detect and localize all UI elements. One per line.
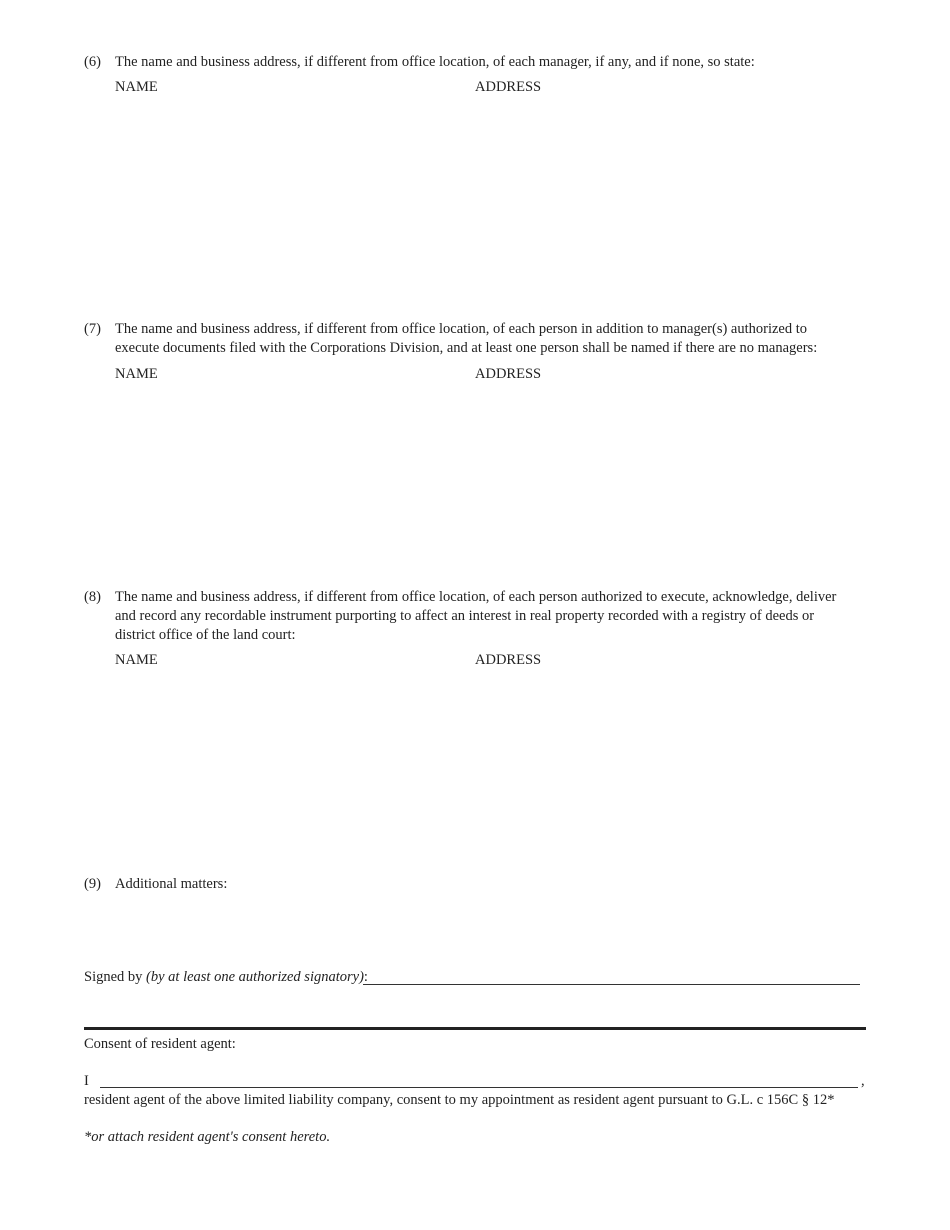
section-7-line-1: The name and business address, if different from office location, of each person in addition to manager(s) authorized to (115, 321, 808, 337)
signature-label-suffix: : (363, 969, 368, 985)
signature-label-italic: (by at least one authorized signatory) (146, 969, 364, 985)
section-6-number: (6) (84, 54, 101, 70)
consent-i-label: I (84, 1073, 89, 1089)
consent-statement: resident agent of the above limited liability company, consent to my appointment as resident agent pursuant to G.L. c 156C § 12* (84, 1092, 835, 1108)
consent-heading: Consent of resident agent: (84, 1036, 236, 1052)
section-8-line-3: district office of the land court: (115, 627, 296, 643)
section-6-entry-area[interactable] (115, 100, 865, 300)
section-divider (84, 1027, 866, 1030)
section-8-name-header: NAME (115, 652, 158, 668)
consent-footnote: *or attach resident agent's consent hereto. (84, 1129, 331, 1145)
resident-agent-name-line[interactable] (100, 1087, 858, 1088)
section-8-line-2: and record any recordable instrument purporting to affect an interest in real property recorded with a registry of deeds or (115, 608, 815, 624)
section-8-entry-area[interactable] (115, 674, 865, 864)
section-6-text: The name and business address, if different from office location, of each manager, if any, and if none, so state: (115, 54, 755, 70)
section-6-address-header: ADDRESS (475, 79, 542, 95)
consent-trailing-comma: , (861, 1073, 865, 1089)
section-7-number: (7) (84, 321, 101, 337)
section-9-number: (9) (84, 876, 101, 892)
section-9-entry-area[interactable] (115, 898, 865, 958)
signature-label-prefix: Signed by (84, 969, 147, 985)
section-7-name-header: NAME (115, 366, 158, 382)
section-7-line-2: execute documents filed with the Corporations Division, and at least one person shall be named if there are no managers: (115, 340, 818, 356)
section-8-number: (8) (84, 589, 101, 605)
section-7-address-header: ADDRESS (475, 366, 542, 382)
signature-line[interactable] (363, 984, 860, 985)
section-9-text: Additional matters: (115, 876, 228, 892)
section-7-entry-area[interactable] (115, 388, 865, 578)
section-8-line-1: The name and business address, if different from office location, of each person authorized to execute, acknowledge, deliver (115, 589, 837, 605)
signature-label (84, 969, 368, 986)
section-8-address-header: ADDRESS (475, 652, 542, 668)
section-6-name-header: NAME (115, 79, 158, 95)
